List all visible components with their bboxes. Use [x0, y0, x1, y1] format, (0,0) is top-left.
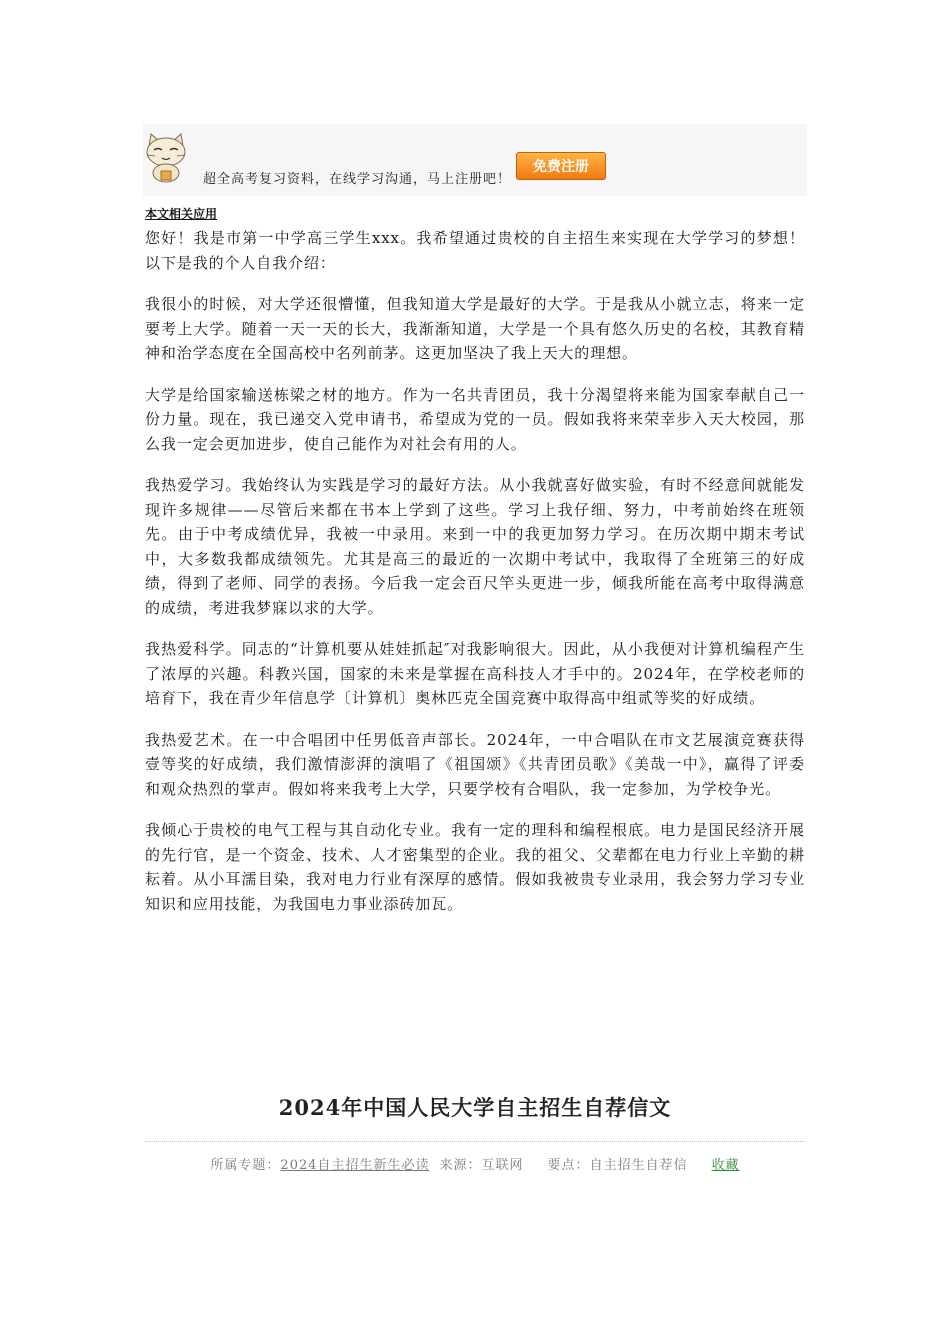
paragraph: 我热爱科学。同志的“计算机要从娃娃抓起″对我影响很大。因此，从小我便对计算机编程产生了浓厚的兴趣。科教兴国，国家的未来是掌握在高科技人才手中的。2024年，在学校老师的培育下，我在青少年信息学〔计算机〕奥林匹克全国竞赛中取得高中组贰等奖的好成绩。 [145, 640, 805, 707]
article-body [145, 226, 805, 933]
cat-mascot-icon [143, 128, 189, 184]
document-title: 2024年中国人民大学自主招生自荐信文 [278, 1095, 672, 1120]
source-value: 互联网 [481, 1158, 524, 1173]
paragraph: 我热爱艺术。在一中合唱团中任男低音声部长。2024年，一中合唱队在市文艺展演竞赛获得壹等奖的好成绩，我们激情澎湃的演唱了《祖国颂》《共青团员歌》《美哉一中》，赢得了评委和观众热烈的掌声。假如将来我考上大学，只要学校有合唱队，我一定参加，为学校争光。 [145, 730, 805, 798]
keyword-value: 自主招生自荐信 [589, 1158, 688, 1173]
free-register-button[interactable]: 免费注册 [516, 152, 606, 180]
topic-link[interactable]: 2024自主招生新生必读 [280, 1158, 430, 1173]
topic-label: 所属专题： [210, 1158, 281, 1173]
banner-text: 超全高考复习资料，在线学习沟通，马上注册吧！ [203, 172, 512, 187]
favorite-link[interactable]: 收藏 [711, 1158, 740, 1173]
paragraph: 我很小的时候，对大学还很懵懂，但我知道大学是最好的大学。于是我从小就立志，将来一定要考上大学。随着一天一天的长大，我渐渐知道，大学是一个具有悠久历史的名校，其教育精神和治学态度在全国高校中名列前茅。这更加坚决了我上天大的理想。 [145, 295, 805, 362]
article-meta [0, 1154, 950, 1173]
register-banner [143, 124, 807, 196]
title-divider [145, 1141, 805, 1142]
source-label: 来源： [439, 1158, 482, 1173]
keyword-label: 要点： [547, 1158, 590, 1173]
paragraph: 我倾心于贵校的电气工程与其自动化专业。我有一定的理科和编程根底。电力是国民经济开展的先行官，是一个资金、技术、人才密集型的企业。我的祖父、父辈都在电力行业上辛勤的耕耘着。从小耳濡目染，我对电力行业有深厚的感情。假如我被贵专业录用，我会努力学习专业知识和应用技能，为我国电力事业添砖加瓦。 [145, 821, 805, 913]
related-apps-link[interactable]: 本文相关应用 [145, 207, 218, 221]
paragraph: 我热爱学习。我始终认为实践是学习的最好方法。从小我就喜好做实验，有时不经意间就能发现许多规律——尽管后来都在书本上学到了这些。学习上我仔细、努力，中考前始终在班领先。由于中考成绩优异，我被一中录用。来到一中的我更加努力学习。在历次期中期末考试中，大多数我都成绩领先。尤其是高三的最近的一次期中考试中，我取得了全班第三的好成绩，得到了老师、同学的表扬。今后我一定会百尺竿头更进一步，倾我所能在高考中取得满意的成绩，考进我梦寐以求的大学。 [145, 476, 805, 617]
paragraph: 您好！我是市第一中学高三学生xxx。我希望通过贵校的自主招生来实现在大学学习的梦想！以下是我的个人自我介绍： [145, 229, 805, 272]
paragraph: 大学是给国家输送栋梁之材的地方。作为一名共青团员，我十分渴望将来能为国家奉献自己一份力量。现在，我已递交入党申请书，希望成为党的一员。假如我将来荣幸步入天大校园，那么我一定会更加进步，使自己能作为对社会有用的人。 [145, 385, 805, 453]
